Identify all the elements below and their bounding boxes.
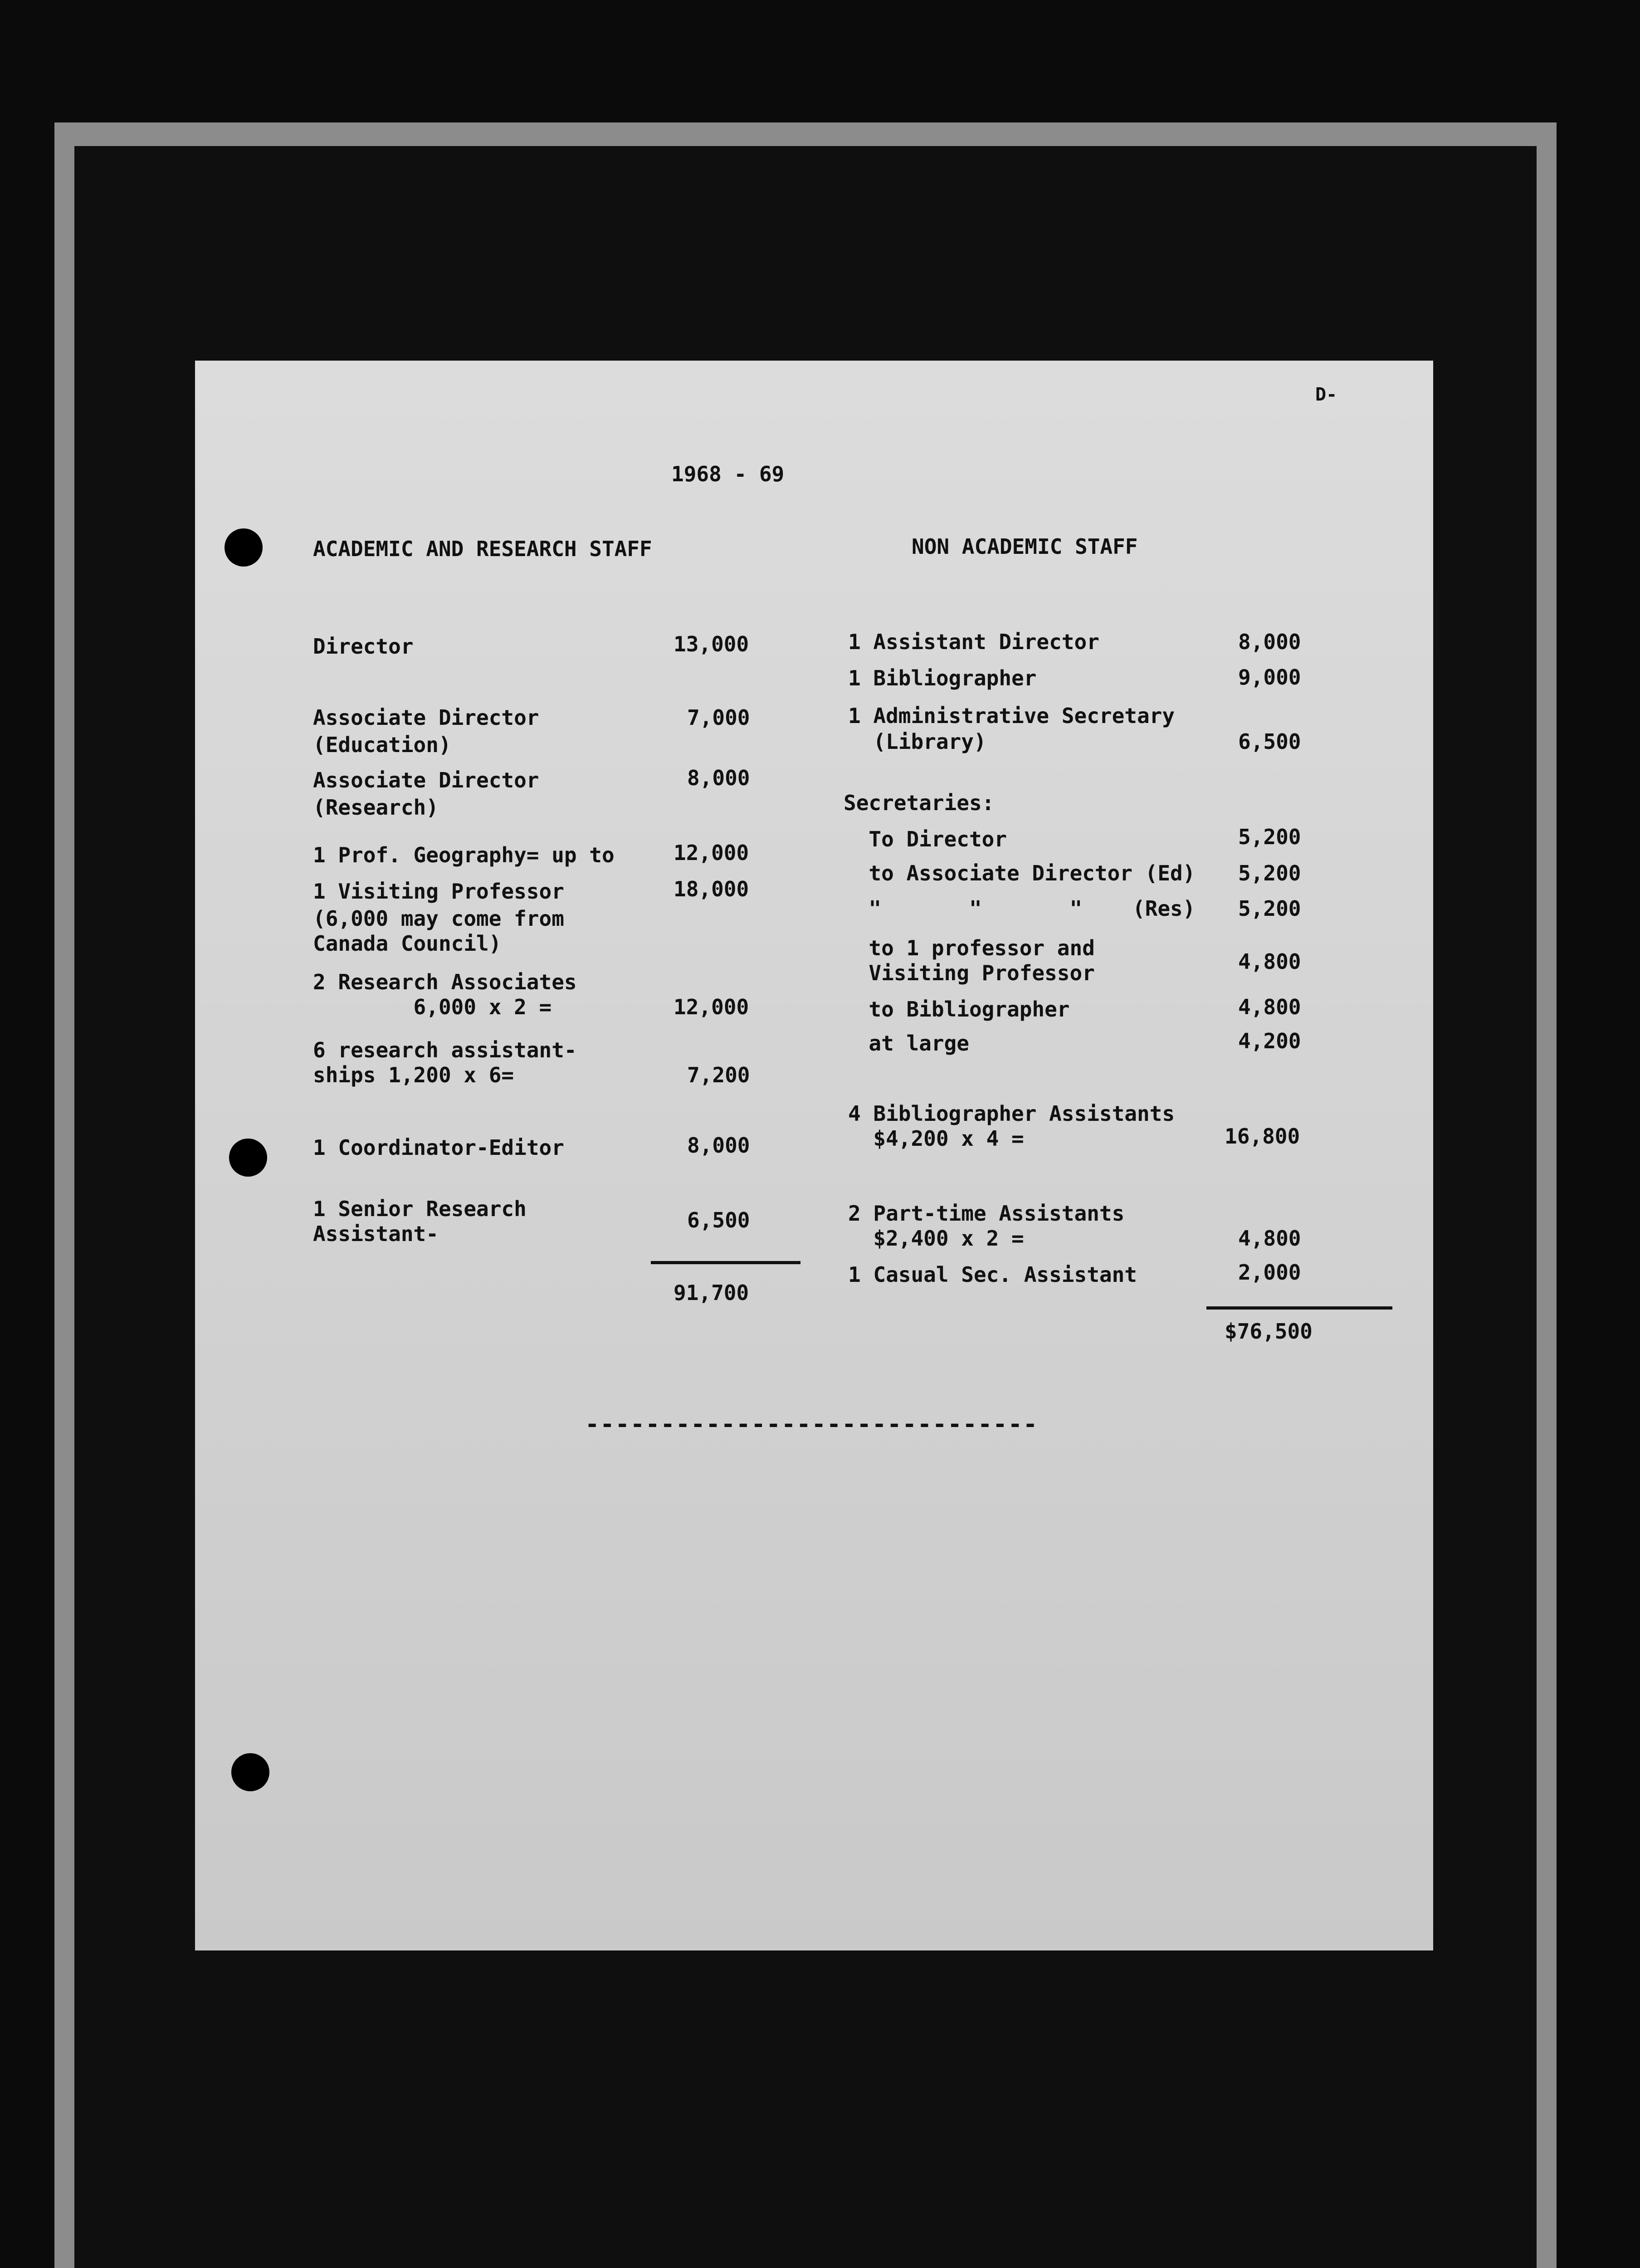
non-academic-item-label: 1 Administrative Secretary (848, 704, 1175, 728)
academic-item-label: (6,000 may come from (313, 906, 564, 931)
non-academic-item-amount: 4,800 (1238, 949, 1301, 974)
non-academic-total-rule (1206, 1306, 1392, 1310)
academic-item-label: Canada Council) (313, 931, 502, 956)
non-academic-item-label: 1 Casual Sec. Assistant (848, 1262, 1137, 1287)
academic-item-label: 1 Coordinator-Editor (313, 1135, 564, 1160)
academic-item-label: Associate Director (313, 768, 539, 792)
academic-total-rule (651, 1261, 800, 1264)
academic-heading: ACADEMIC AND RESEARCH STAFF (313, 537, 652, 561)
academic-item-label: (Education) (313, 733, 451, 757)
punch-hole (231, 1753, 269, 1791)
non-academic-total: $76,500 (1225, 1319, 1313, 1344)
non-academic-item-label: to Bibliographer (844, 997, 1070, 1022)
non-academic-item-amount: 4,800 (1238, 1226, 1301, 1251)
academic-item-label: 1 Visiting Professor (313, 879, 564, 904)
non-academic-item-amount: 2,000 (1238, 1260, 1301, 1285)
non-academic-item-amount: 6,500 (1238, 729, 1301, 754)
academic-item-amount: 8,000 (687, 766, 750, 790)
academic-item-label: ships 1,200 x 6= (313, 1063, 514, 1087)
academic-item-amount: 6,500 (687, 1208, 750, 1232)
academic-item-label: Assistant- (313, 1222, 439, 1246)
non-academic-item-amount: 16,800 (1225, 1124, 1300, 1149)
non-academic-item-label: To Director (844, 827, 1007, 851)
non-academic-item-label: 2 Part-time Assistants (848, 1201, 1125, 1226)
non-academic-item-label: " " " (Res) (844, 896, 1196, 921)
non-academic-item-amount: 8,000 (1238, 630, 1301, 654)
academic-item-amount: 12,000 (674, 841, 749, 865)
academic-item-label: (Research) (313, 795, 439, 820)
corner-mark: D- (1315, 384, 1337, 405)
separator-line: ------------------------------ (585, 1411, 1039, 1438)
non-academic-item-label: 1 Assistant Director (848, 630, 1099, 654)
document-page (195, 361, 1433, 1950)
academic-item-label: 1 Prof. Geography= up to (313, 843, 615, 867)
non-academic-item-label: $2,400 x 2 = (848, 1226, 1024, 1251)
academic-item-amount: 8,000 (687, 1133, 750, 1158)
academic-total: 91,700 (674, 1281, 749, 1305)
academic-item-amount: 7,000 (687, 705, 750, 730)
punch-hole (229, 1139, 267, 1177)
non-academic-item-label: (Library) (848, 729, 986, 754)
academic-item-label: 6,000 x 2 = (313, 995, 552, 1019)
academic-item-amount: 12,000 (674, 995, 749, 1019)
academic-item-label: 1 Senior Research (313, 1197, 527, 1221)
non-academic-item-amount: 5,200 (1238, 896, 1301, 921)
non-academic-item-label: Secretaries: (844, 791, 995, 815)
academic-item-label: 2 Research Associates (313, 970, 577, 994)
academic-item-label: Director (313, 634, 414, 659)
non-academic-item-label: $4,200 x 4 = (848, 1126, 1024, 1151)
non-academic-item-label: to 1 professor and (844, 936, 1095, 960)
non-academic-item-label: 4 Bibliographer Assistants (848, 1101, 1175, 1126)
academic-item-label: Associate Director (313, 705, 539, 730)
non-academic-item-amount: 5,200 (1238, 825, 1301, 849)
academic-item-amount: 7,200 (687, 1063, 750, 1087)
non-academic-item-amount: 9,000 (1238, 665, 1301, 689)
non-academic-item-label: to Associate Director (Ed) (844, 861, 1196, 885)
non-academic-item-amount: 5,200 (1238, 861, 1301, 885)
academic-item-amount: 18,000 (674, 877, 749, 901)
academic-item-label: 6 research assistant- (313, 1038, 577, 1062)
non-academic-item-amount: 4,200 (1238, 1029, 1301, 1053)
year-heading: 1968 - 69 (671, 462, 785, 486)
punch-hole (225, 528, 263, 567)
non-academic-item-amount: 4,800 (1238, 995, 1301, 1019)
non-academic-item-label: Visiting Professor (844, 961, 1095, 985)
non-academic-item-label: 1 Bibliographer (848, 666, 1037, 690)
academic-item-amount: 13,000 (674, 632, 749, 656)
non-academic-heading: NON ACADEMIC STAFF (912, 534, 1138, 559)
non-academic-item-label: at large (844, 1031, 969, 1056)
